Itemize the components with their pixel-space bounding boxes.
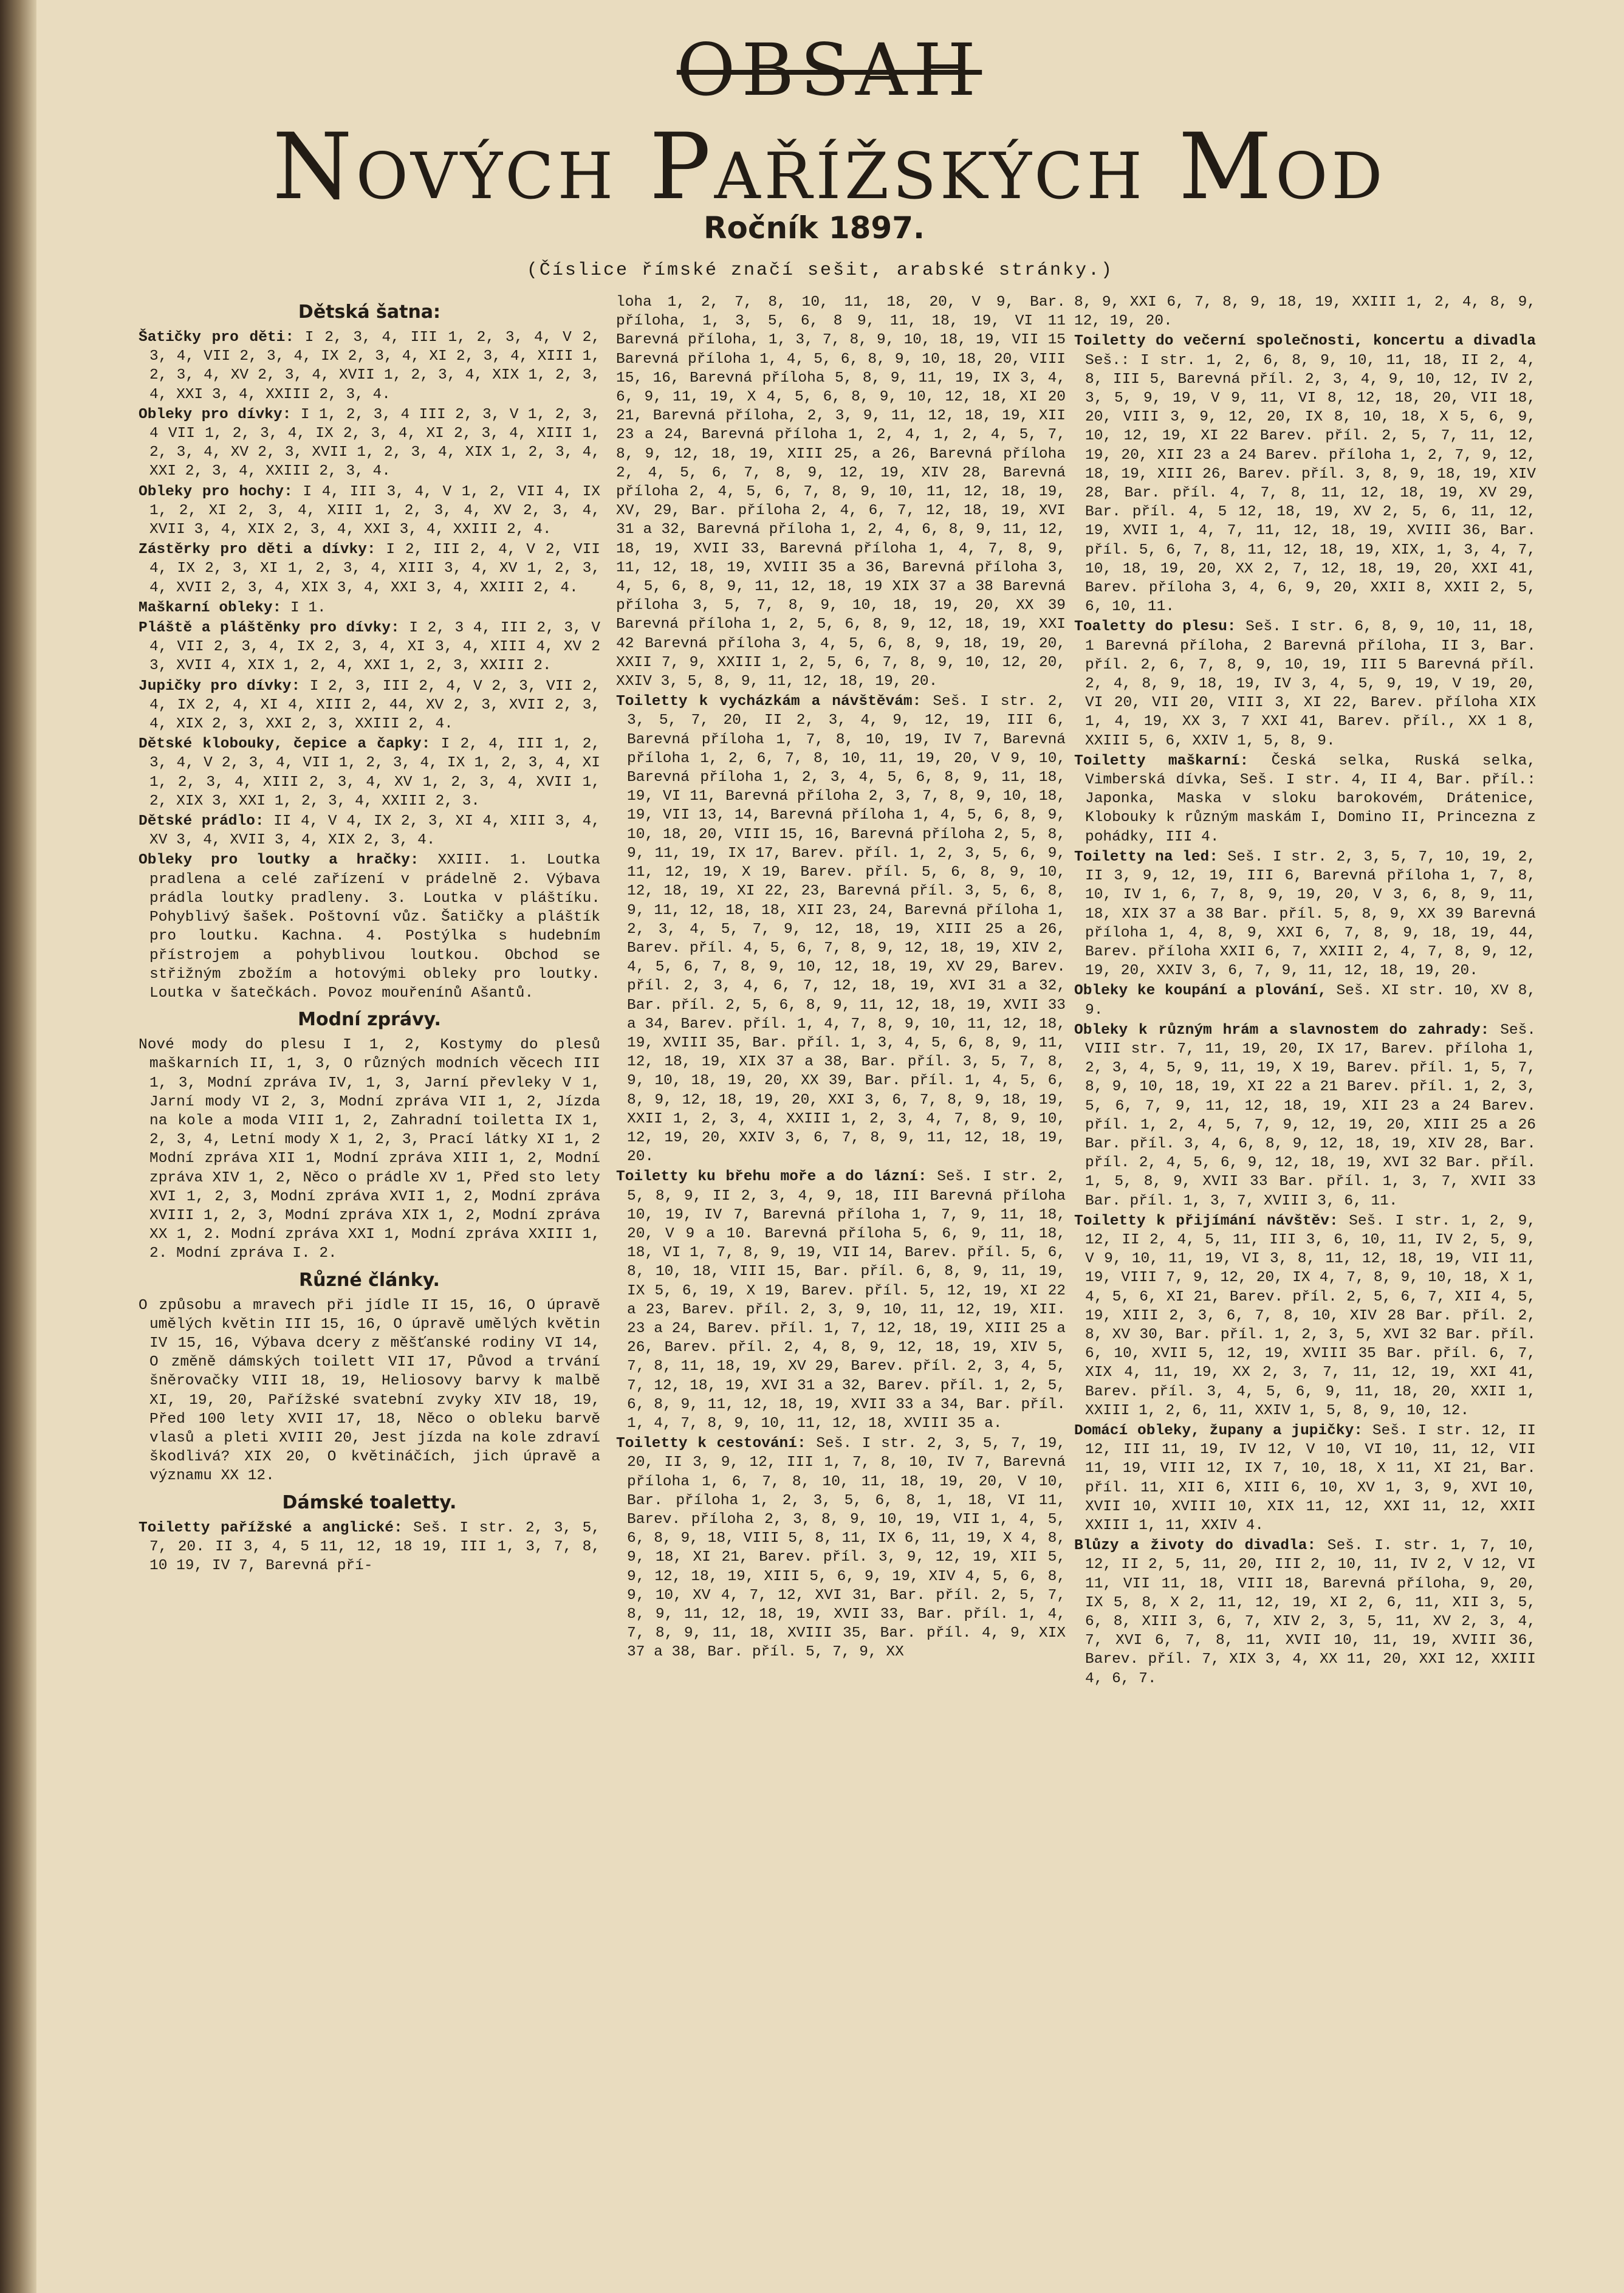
index-entry [1074, 332, 1536, 616]
index-entry [139, 677, 600, 734]
entry-label: Toiletty k cestování: [616, 1435, 806, 1452]
entry-references: II 4, V 4, IX 2, 3, XI 4, XIII 3, 4, XV 3, 4, XVII 3, 4, XIX 2, 3, 4. [149, 813, 600, 849]
index-entry [139, 599, 600, 617]
entry-references: Seš. I. str. 1, 7, 10, 12, II 2, 5, 11, 20, III 2, 10, 11, IV 2, V 12, VI 11, VII 11, 18, VIII 18, Barevná příloha, 9, 20, IX 5, 8, X 2, 11, 12, 19, XI 2, 6, 11, XII 3, 5, 6, 8, XIII 3, 6, 7, XIV 2, 3, 5, 11, XV 2, 3, 4, 7, XVI 6, 7, 8, 11, XVII 10, 11, 19, XVIII 36, Barev. příl. 7, XIX 3, 4, XX 11, 20, XXI 12, XXIII 4, 6, 7. [1085, 1538, 1537, 1687]
entry-label: Toiletty ku břehu moře a do lázní: [616, 1169, 927, 1186]
index-entry [139, 1519, 600, 1576]
column-3 [1074, 293, 1536, 1690]
entry-references: Seš. I str. 2, 5, 8, 9, II 2, 3, 4, 9, 18, III Barevná příloha 10, 19, IV 7, Barevná příloha 1, 7, 9, 11, 18, 20, V 9 a 10. Barevná příloha 5, 6, 9, 11, 18, 18, VI 1, 7, 8, 9, 19, VII 14, Barev. příl. 5, 6, 8, 10, 18, VIII 15, Bar. příl. 6, 8, 9, 11, 19, IX 5, 6, 19, X 19, Barev. příl. 5, 12, 19, XI 22 a 23, Barev. příl. 2, 3, 9, 10, 11, 12, 19, XII. 23 a 24, Barev. příl. 1, 7, 12, 18, 19, XIII 25 a 26, Barev. příl. 2, 4, 8, 9, 12, 18, 19, XIV 5, 7, 8, 11, 18, 19, XV 29, Barev. příl. 2, 3, 4, 5, 7, 12, 18, 19, XVI 31 a 32, Barev. příl. 1, 2, 5, 6, 8, 9, 11, 12, 18, 19, XVII 33 a 34, Bar. příl. 1, 4, 7, 8, 9, 10, 11, 12, 18, XVIII 35 a. [627, 1169, 1066, 1432]
entry-label: Obleky pro hochy: [139, 483, 293, 500]
index-entry-continued [1074, 293, 1536, 331]
index-entry [1074, 981, 1536, 1019]
index-entry [139, 540, 600, 597]
entry-references: Seš.: I str. 1, 2, 6, 8, 9, 10, 11, 18, II 2, 4, 8, III 5, Barevná příl. 2, 3, 4, 9, 10, 12, IV 2, 3, 5, 9, 19, V 9, 11, VI 8, 12, 18, 20, VII 18, 20, VIII 3, 9, 12, 20, IX 8, 10, 18, X 5, 6, 9, 10, 12, 19, XI 22 Barev. příl. 2, 5, 7, 11, 12, 19, 20, XII 23 a 24 Barev. příloha 1, 2, 7, 9, 12, 18, 19, XIII 26, Barev. příl. 3, 8, 9, 18, 19, XIV 28, Bar. příl. 4, 7, 8, 11, 12, 18, 19, XV 29, Bar. příl. 4, 5 12, 18, 19, XV 2, 5, 6, 11, 12, 19, XVII 1, 4, 7, 11, 12, 18, 19, XVIII 36, Bar. příl. 5, 6, 7, 8, 11, 12, 18, 19, XIX, 1, 3, 4, 7, 10, 18, 19, 20, XX 2, 7, 12, 18, 19, 20, XXI 41, Barev. příloha 3, 4, 6, 9, 20, XXII 8, XXII 2, 5, 6, 10, 11. [1085, 352, 1536, 616]
index-entry-continued [616, 293, 1066, 691]
entry-references: Seš. VIII str. 7, 11, 19, 20, IX 17, Barev. příloha 1, 2, 3, 4, 5, 9, 11, 19, X 19, Barev. příl. 1, 5, 7, 8, 9, 10, 18, 19, XI 22 a 21 Barev. příl. 1, 2, 3, 5, 6, 7, 9, 11, 12, 18, 19, XII 23 a 24 Barev. příl. 1, 2, 4, 5, 7, 9, 12, 19, 20, XIII 25 a 26 Bar. příl. 3, 4, 6, 8, 9, 12, 18, 19, XIV 28, Bar. příl. 2, 4, 5, 6, 9, 12, 18, 19, XVI 32 Bar. příl. 1, 5, 8, 9, XVII 33 Bar. příl. 1, 3, 7, XVII 33 Bar. příl. 1, 3, 7, XVIII 3, 6, 11. [1085, 1022, 1536, 1209]
index-entry [139, 1296, 600, 1486]
index-entry [1074, 848, 1536, 980]
volume-year: Ročník 1897. [703, 210, 925, 246]
entry-references: Seš. I str. 1, 2, 9, 12, II 2, 4, 5, 11, III 3, 6, 10, 11, IV 2, 5, 9, V 9, 10, 11, 19, VI 3, 8, 11, 12, 18, 19, VII 11, 19, VIII 7, 9, 12, 20, IX 4, 7, 8, 9, 10, 18, X 1, 4, 5, 6, XI 21, Barev. příl. 2, 5, 6, 7, XII 4, 5, 19, XIII 2, 3, 6, 7, 8, 10, XIV 28 Bar. příl. 2, 8, XV 30, Bar. příl. 1, 2, 3, 5, XVI 32 Bar. příl. 6, 10, XVII 5, 12, 19, XVIII 35 Bar. příl. 6, 7, XIX 4, 11, 19, XX 2, 3, 7, 11, 12, 19, XXI 41, Barev. příl. 3, 4, 5, 6, 9, 11, 18, 20, XXII 1, XXIII 1, 2, 6, 11, XXIV 1, 5, 8, 9, 10, 12. [1085, 1212, 1536, 1419]
entry-references: loha 1, 2, 7, 8, 10, 11, 18, 20, V 9, Bar. příloha, 1, 3, 5, 6, 8 9, 11, 18, 19, VI 11 Barevná příloha, 1, 3, 7, 8, 9, 10, 18, 19, VII 15 Barevná příloha 1, 4, 5, 6, 8, 9, 10, 18, 20, VIII 15, 16, Barevná příloha 5, 8, 9, 11, 19, IX 3, 4, 6, 9, 11, 19, X 4, 5, 6, 8, 9, 10, 12, 18, XI 20 21, Barevná příloha, 2, 3, 9, 11, 12, 18, 19, XII 23 a 24, Barevná příloha 1, 2, 4, 1, 2, 4, 5, 7, 8, 9, 12, 18, 19, XIII 25, a 26, Barevná příloha 2, 4, 5, 6, 7, 8, 9, 12, 19, XIV 28, Barevná příloha 2, 4, 5, 6, 7, 8, 9, 10, 11, 12, 18, 19, XV, 29, Bar. příloha 2, 4, 6, 7, 12, 18, 19, XVI 31 a 32, Barevná příloha 1, 2, 4, 6, 8, 9, 11, 12, 18, 19, XVII 33, Barevná příloha 1, 4, 7, 8, 9, 11, 12, 18, 19, XVIII 35 a 36, Barevná příloha 3, 4, 5, 6, 8, 9, 11, 12, 18, 19 XIX 37 a 38 Barevná příloha 3, 5, 7, 8, 9, 10, 18, 19, 20, XX 39 Barevná příloha 1, 2, 5, 6, 8, 9, 12, 18, 19, XXI 42 Barevná příloha 3, 4, 5, 6, 8, 9, 18, 19, 20, XXII 7, 9, XXIII 1, 2, 5, 6, 7, 8, 9, 10, 12, 20, XXIV 3, 5, 8, 9, 11, 12, 18, 19, 20. [616, 294, 1066, 690]
obsah-heading: OBSAH [676, 28, 982, 112]
entry-references: I 2, 3, III 2, 4, V 2, 3, VII 2, 4, IX 2, 4, XI 4, XIII 2, 44, XV 2, 3, XVII 2, 3, 4, XIX 2, 3, XXI 2, 3, XXIII 2, 4. [149, 678, 600, 733]
index-entry [139, 483, 600, 540]
index-entry [1074, 1021, 1536, 1211]
entry-label: Toiletty maškarní: [1074, 752, 1249, 769]
index-entry [139, 405, 600, 481]
section-heading: Dětská šatna: [298, 301, 441, 323]
index-entry [139, 812, 600, 850]
index-entry [616, 692, 1066, 1166]
entry-references: Seš. I str. 2, 3, 5, 7, 20. II 3, 4, 5 11, 12, 18 19, III 1, 3, 7, 8, 10 19, IV 7, Barevná pří- [149, 1519, 600, 1574]
entry-label: Dětské prádlo: [139, 813, 264, 830]
column-2 [616, 293, 1066, 1663]
entry-references: Seš. I str. 2, 3, 5, 7, 20, II 2, 3, 4, 9, 12, 19, III 6, Barevná příloha 1, 7, 8, 10, 19, IV 7, Barevná příloha 1, 2, 6, 7, 8, 10, 11, 19, 20, V 9, 10, Barevná příloha 1, 2, 3, 4, 5, 6, 8, 9, 11, 18, 19, VI 11, Barevná příloha 2, 3, 7, 8, 9, 10, 18, 19, VII 13, 14, Barevná příloha 1, 4, 5, 6, 8, 9, 10, 18, 20, VIII 15, 16, Barevná příloha 2, 5, 8, 9, 11, 19, IX 17, Barev. příl. 1, 2, 3, 5, 6, 9, 11, 12, 19, X 19, Barev. příl. 5, 6, 8, 9, 10, 12, 18, 19, XI 22, 23, Barevná příl. 3, 5, 6, 8, 9, 11, 12, 18, 18, XII 23, 24, Barevná příloha 1, 2, 3, 4, 5, 7, 9, 12, 18, 19, XIII 25 a 26, Barev. příl. 4, 5, 6, 7, 8, 9, 12, 18, 19, XIV 2, 4, 5, 6, 7, 8, 9, 10, 12, 18, 19, XV 29, Barev. příl. 2, 3, 4, 6, 7, 12, 18, 19, XVI 31 a 32, Bar. příl. 2, 5, 6, 8, 9, 11, 12, 18, 19, XVII 33 a 34, Barev. příl. 1, 4, 7, 8, 9, 10, 11, 12, 18, 19, XVIII 35, Bar. příl. 1, 3, 4, 5, 6, 8, 9, 11, 12, 18, 19, XIX 37 a 38, Bar. příl. 3, 5, 7, 8, 9, 10, 18, 19, 20, XX 39, Bar. příl. 1, 4, 5, 6, 8, 9, 12, 18, 19, 20, XXI 3, 6, 7, 8, 9, 18, 19, XXII 1, 2, 3, 4, XXIII 1, 2, 3, 4, 7, 8, 9, 10, 12, 19, 20, XXIV 3, 6, 7, 8, 9, 11, 12, 18, 19, 20. [627, 693, 1066, 1166]
entry-label: Toiletty pařížské a anglické: [139, 1519, 403, 1536]
index-entry [139, 619, 600, 676]
entry-references: Nové mody do plesu I 1, 2, Kostymy do plesů maškarních II, 1, 3, O různých modních věcech III 1, 3, Modní zpráva IV, 1, 3, Jarní převleky V 1, Jarní mody VI 2, 3, Modní zpráva VII 1, 2, Jízda na kole a moda VIII 1, 2, Zahradní toiletta IX 1, 2, 3, 4, Letní mody X 1, 2, 3, Prací látky XI 1, 2 Modní zpráva XII 1, Modní zpráva XIII 1, 2, Modní zpráva XIV 1, 2, Něco o prádle XV 1, Před sto lety XVI 1, 2, 3, Modní zpráva XVII 1, 2, Modní zpráva XVIII 1, 2, 3, Modní zpráva XIX 1, 2, Modní zpráva XX 1, 2. Modní zpráva XXI 1, Modní zpráva XXIII 1, 2. Modní zpráva I. 2. [139, 1037, 600, 1262]
entry-references: I 4, III 3, 4, V 1, 2, VII 4, IX 1, 2, XI 2, 3, 4, XIII 1, 2, 3, 4, XV 2, 3, 4, XVII 3, 4, XIX 2, 3, 4, XXI 3, 4, XXIII 2, 4. [149, 483, 600, 538]
book-binding [0, 0, 36, 2293]
index-entry [616, 1167, 1066, 1433]
entry-label: Zástěrky pro děti a dívky: [139, 541, 376, 559]
entry-references: Seš. XI str. 10, XV 8, 9. [1085, 983, 1537, 1019]
entry-references: I 2, 3, 4, III 1, 2, 3, 4, V 2, 3, 4, VII 2, 3, 4, IX 2, 3, 4, XI 2, 3, 4, XIII 1, 2, 3, 4, XV 2, 3, 4, XVII 1, 2, 3, 4, XIX 1, 2, 3, 4, XXI 3, 4, XXIII 2, 3, 4. [149, 329, 600, 403]
entry-references: Česká selka, Ruská selka, Vimberská dívka, Seš. I str. 4, II 4, Bar. příl.: Japonka, Maska v sloku barokovém, Drátenice, Klobouky k různým maskám I, Domino II, Princezna z pohádky, III 4. [1085, 752, 1537, 845]
section-heading: Různé články. [299, 1269, 440, 1291]
entry-label: Obleky ke koupání a plování, [1074, 983, 1327, 1000]
column-1 [139, 299, 600, 1576]
index-entry [139, 328, 600, 404]
entry-references: I 2, III 2, 4, V 2, VII 4, IX 2, 3, XI 1, 2, 3, 4, XIII 3, 4, XV 1, 2, 3, 4, XVII 2, 3, 4, XIX 3, 4, XXI 3, 4, XXIII 2, 4. [149, 541, 601, 596]
entry-references: XXIII. 1. Loutka pradlena a celé zařízení v prádelně 2. Výbava prádla loutky pradleny. 3. Loutka v pláštíku. Pohyblivý šašek. Poštovní vůz. Šatičky a pláštík pro loutku. Kachna. 4. Postýlka s hudebním přístrojem a pohyblivou loutkou. Obchod se střižným zbožím a hotovými obleky pro loutky. Loutka v šatečkách. Povoz mouřenínů Ašantů. [149, 852, 600, 1002]
entry-label: Toiletty do večerní společnosti, koncertu a divadla [1074, 333, 1536, 350]
index-entry [1074, 752, 1536, 847]
entry-label: Domácí obleky, župany a jupičky: [1074, 1422, 1363, 1439]
entry-references: O způsobu a mravech při jídle II 15, 16, O úpravě umělých květin III 15, 16, O úpravě umělých květin IV 15, 16, Výbava dcery z měšťanské rodiny VI 14, O změně dámských toilett VII 17, Původ a trvání šněrovačky VIII 18, 19, Heliosovy barvy k malbě XI, 19, 20, Pařížské svatební zvyky XIV 18, 19, Před 100 lety XVII 17, 18, Něco o obleku barvě vlasů a pleti XVIII 20, Jest jízda na kole zdraví škodlivá? XIX 20, O květináčích, jich úpravě a významu XX 12. [139, 1297, 600, 1485]
entry-references: I 1, 2, 3, 4 III 2, 3, V 1, 2, 3, 4 VII 1, 2, 3, 4, IX 2, 3, 4, XI 2, 3, 4, XIII 1, 2, 3, 4, XV 2, 3, XVII 1, 2, 3, 4, XIX 1, 2, 3, 4, XXI 2, 3, 4, XXIII 2, 3, 4. [149, 406, 601, 480]
entry-label: Maškarní obleky: [139, 599, 282, 616]
entry-references: 8, 9, XXI 6, 7, 8, 9, 18, 19, XXIII 1, 2, 4, 8, 9, 12, 19, 20. [1074, 294, 1536, 330]
index-entry [616, 1434, 1066, 1662]
index-entry [1074, 1536, 1536, 1688]
section-heading: Modní zprávy. [298, 1009, 441, 1031]
entry-references: Seš. I str. 12, II 12, III 11, 19, IV 12, V 10, VI 10, 11, 12, VII 11, 19, VIII 12, IX 7, 10, 18, X 11, XI 21, Bar. příl. 11, XII 6, XIII 6, 10, XV 1, 3, 9, XVI 10, XVII 10, XVIII 10, XIX 11, 12, XXI 11, 12, XXII XXIII 1, 11, XXIV 4. [1085, 1422, 1537, 1534]
index-entry [139, 1036, 600, 1263]
masthead [122, 30, 1537, 219]
section-heading: Dámské toaletty. [282, 1491, 457, 1513]
index-entry [139, 851, 600, 1003]
entry-label: Dětské klobouky, čepice a čapky: [139, 736, 431, 753]
entry-label: Pláště a pláštěnky pro dívky: [139, 620, 400, 637]
index-entry [1074, 617, 1536, 750]
entry-label: Toiletty k vycházkám a návštěvám: [616, 693, 922, 710]
page-title: Nových Pařížských Mod [272, 114, 1386, 220]
entry-label: Toiletty na led: [1074, 848, 1218, 865]
index-entry [139, 735, 600, 811]
entry-references: Seš. I str. 2, 3, 5, 7, 19, 20, II 3, 9, 12, III 1, 7, 8, 10, IV 7, Barevná příloha 1, 6, 7, 8, 10, 11, 18, 19, 20, V 10, Bar. příloha 1, 2, 3, 5, 6, 8, 1, 18, VI 11, Barev. příloha 2, 3, 8, 9, 10, 19, VII 1, 4, 5, 6, 8, 9, 18, VIII 5, 8, 11, IX 6, 11, 19, X 4, 8, 9, 18, XI 21, Barev. příl. 3, 9, 12, 19, XII 5, 9, 12, 18, 19, XIII 5, 6, 9, 19, XIV 4, 5, 6, 8, 9, 10, XV 4, 7, 12, XVI 31, Bar. příl. 2, 5, 7, 8, 9, 11, 12, 18, 19, XVII 33, Bar. příl. 1, 4, 7, 8, 9, 11, 18, XVIII 35, Bar. příl. 4, 9, XIX 37 a 38, Bar. příl. 5, 7, 9, XX [627, 1435, 1066, 1661]
entry-label: Šatičky pro děti: [139, 329, 295, 346]
entry-references: I 1. [290, 599, 326, 616]
entry-label: Toaletty do plesu: [1074, 619, 1236, 636]
numbering-note: (Číslice římské značí sešit, arabské stránky.) [526, 260, 1114, 281]
entry-label: Toiletty k přijímání návštěv: [1074, 1212, 1338, 1229]
entry-label: Obleky pro loutky a hračky: [139, 852, 419, 869]
entry-references: Seš. I str. 2, 3, 5, 7, 10, 19, 2, II 3, 9, 12, 19, III 6, Barevná příloha 1, 7, 8, 10, IV 1, 6, 7, 8, 9, 19, 20, V 3, 6, 8, 9, 11, 18, XIX 37 a 38 Bar. příl. 5, 8, 9, XX 39 Barevná příloha 1, 4, 8, 9, XXI 6, 7, 8, 9, 18, 19, 44, Barev. příloha XXII 6, 7, XXIII 2, 4, 7, 8, 9, 12, 19, 20, XXIV 3, 6, 7, 9, 11, 12, 18, 19, 20. [1085, 848, 1536, 980]
entry-references: I 2, 3 4, III 2, 3, V 4, VII 2, 3, 4, IX 2, 3, 4, XI 3, 4, XIII 4, XV 2 3, XVII 4, XIX 1, 2, 4, XXI 1, 2, 3, XXIII 2. [149, 620, 601, 675]
entry-label: Jupičky pro dívky: [139, 678, 301, 695]
entry-references: I 2, 4, III 1, 2, 3, 4, V 2, 3, 4, VII 1, 2, 3, 4, IX 1, 2, 3, 4, XI 1, 2, 3, 4, XIII 2, 3, 4, XV 1, 2, 3, 4, XVII 1, 2, XIX 3, XXI 1, 2, 3, 4, XXIII 2, 3. [149, 736, 600, 810]
entry-label: Obleky k různým hrám a slavnostem do zahrady: [1074, 1022, 1490, 1039]
entry-label: Obleky pro dívky: [139, 406, 292, 423]
index-entry [1074, 1422, 1536, 1535]
entry-label: Blůzy a životy do divadla: [1074, 1538, 1317, 1555]
entry-references: Seš. I str. 6, 8, 9, 10, 11, 18, 1 Barevná příloha, 2 Barevná příloha, II 3, Bar. příl. 2, 6, 7, 8, 9, 10, 19, III 5 Barevná příl. 2, 4, 8, 9, 18, 19, IV 3, 4, 5, 9, 19, V 19, 20, VI 20, VII 20, VIII 3, XI 22, Barev. příloha XIX 1, 4, 19, XX 3, 7 XXI 41, Barev. příl., XX 1 8, XXIII 5, 6, XXIV 1, 5, 8, 9. [1085, 619, 1537, 749]
index-entry [1074, 1212, 1536, 1420]
